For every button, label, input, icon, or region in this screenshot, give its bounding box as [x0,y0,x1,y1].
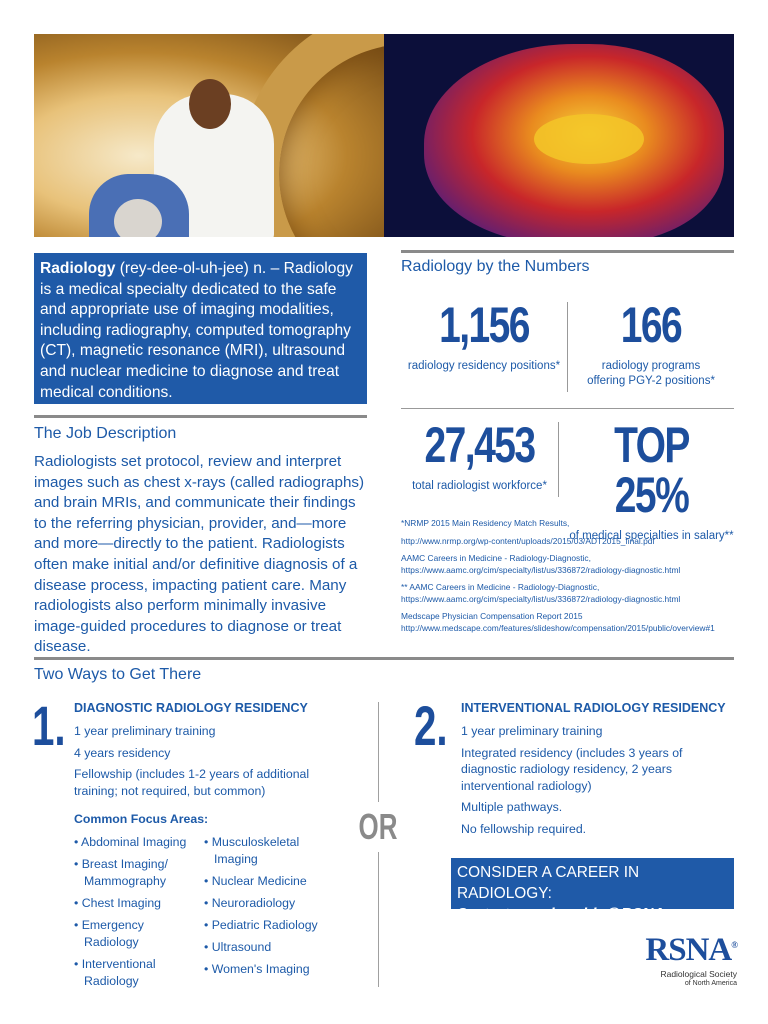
numbers-section-title: Radiology by the Numbers [401,258,590,275]
or-divider-bottom [378,852,379,987]
focus-item: • Women's Imaging [204,962,310,976]
stat-value: 166 [620,297,682,353]
references [401,518,734,634]
stat-value: 27,453 [424,417,535,473]
job-section-title: The Job Description [34,425,177,442]
stat-residency-positions [401,297,567,400]
focus-item: • Ultrasound [204,940,272,954]
stat-label: radiology programs offering PGY-2 positions* [587,360,715,387]
stat-label: total radiologist workforce* [412,480,547,492]
path2-item: Integrated residency (includes 3 years of diagnostic radiology residency, 2 years interventional radiology) [461,745,683,793]
path2-items [461,723,731,837]
definition-pronunciation: (rey-dee-ol-uh-jee) [119,260,249,277]
path1-item: Fellowship (includes 1-2 years of additional training; not required, but common) [74,767,310,798]
reference-item: Medscape Physician Compensation Report 2015 http://www.medscape.com/features/slideshow/compensation/2015/public/overview#1 [401,611,715,633]
path1-items [74,723,354,799]
focus-item: • Breast Imaging/ Mammography [74,857,168,888]
reference-item: http://www.nrmp.org/wp-content/uploads/2015/03/ADT2015_final.pdf [401,535,655,546]
stat-workforce [401,417,558,500]
focus-item: • Pediatric Radiology [204,918,318,932]
ways-section-title: Two Ways to Get There [34,666,202,683]
numbers-section-rule [401,250,734,253]
path1-title: DIAGNOSTIC RADIOLOGY RESIDENCY [74,701,308,715]
definition-text: – Radiology is a medical specialty dedicated to the safe and appropriate use of imaging modalities, including radiography, computed tomography (CT), magnetic resonance (MRI), ultrasound and nuclear medicine to diagnose and treat medical conditions. [40,260,353,401]
stat-label: radiology residency positions* [407,360,561,372]
job-description-text: Radiologists set protocol, review and interpret images such as chest x-rays (called radiographs) and brain MRIs, and communicate their findings to the referring physician, provider, and—more and more—directly to the patient. Radiologists often make initial and/or definitive diagnosis of a disease process, impacting patient care. Many radiologists also perform minimally invasive image-guided procedures to diagnose or treat disease. [34,453,365,656]
cta-contact-line [457,904,728,925]
focus-item: • Neuroradiology [204,896,296,910]
cta-headline: CONSIDER A CAREER IN RADIOLOGY: [457,864,640,902]
stat-value: 1,156 [439,297,529,353]
path2-item: Multiple pathways. [461,800,563,814]
focus-item: • Abdominal Imaging [74,835,187,849]
path2-item: 1 year preliminary training [461,724,603,738]
job-section-rule [34,415,367,418]
path2-item: No fellowship required. [461,821,587,836]
focus-list-left [74,834,199,990]
stat-pgy2-programs [568,297,734,400]
hero-photo-patient-scan [34,34,384,237]
stat-salary-rank [559,417,744,542]
rsna-logo-sub2: of North America [684,980,737,987]
definition-pos: n. [253,260,267,277]
or-label: OR [358,806,398,847]
definition-term: Radiology [40,260,116,277]
reference-item: ** AAMC Careers in Medicine - Radiology-Diagnostic, https://www.aamc.org/cim/specialty/list/us/336872/radiology-diagnostic.html [401,582,681,604]
stat-value: TOP 25% [614,417,689,523]
reference-item: *NRMP 2015 Main Residency Match Results, [401,518,570,528]
path2-title: INTERVENTIONAL RADIOLOGY RESIDENCY [461,701,726,715]
focus-list-right [204,834,344,978]
cta-contact-label: Contact [457,906,511,923]
focus-item: • Chest Imaging [74,896,162,910]
rsna-logo-text: RSNA [645,932,732,968]
reference-item: AAMC Careers in Medicine - Radiology-Diagnostic, https://www.aamc.org/cim/specialty/list/us/336872/radiology-diagnostic.html [401,553,681,575]
path1-item: 1 year preliminary training [74,724,216,738]
path1-item: 4 years residency [74,745,171,760]
focus-item: • Musculoskeletal Imaging [204,835,300,866]
hero-image-brain-mri [384,34,734,237]
focus-areas-title: Common Focus Areas: [74,812,209,826]
stats-divider-horizontal [401,408,734,409]
focus-item: • Interventional Radiology [74,957,156,988]
or-divider-top [378,702,379,802]
definition-box [34,253,367,404]
path2-number: 2. [414,694,448,757]
cta-email-link[interactable]: membership@RSNA.org [514,906,694,923]
focus-item: • Nuclear Medicine [204,874,307,888]
ways-section-rule [34,657,734,660]
rsna-logo-sub1: Radiological Society [660,969,737,979]
path1-number: 1. [32,694,66,757]
focus-item: • Emergency Radiology [74,918,144,949]
cta-box [451,858,734,923]
rsna-logo: RSNA® Radiological Society of North America [637,932,737,989]
stat-label: of medical specialties in salary** [569,530,734,542]
